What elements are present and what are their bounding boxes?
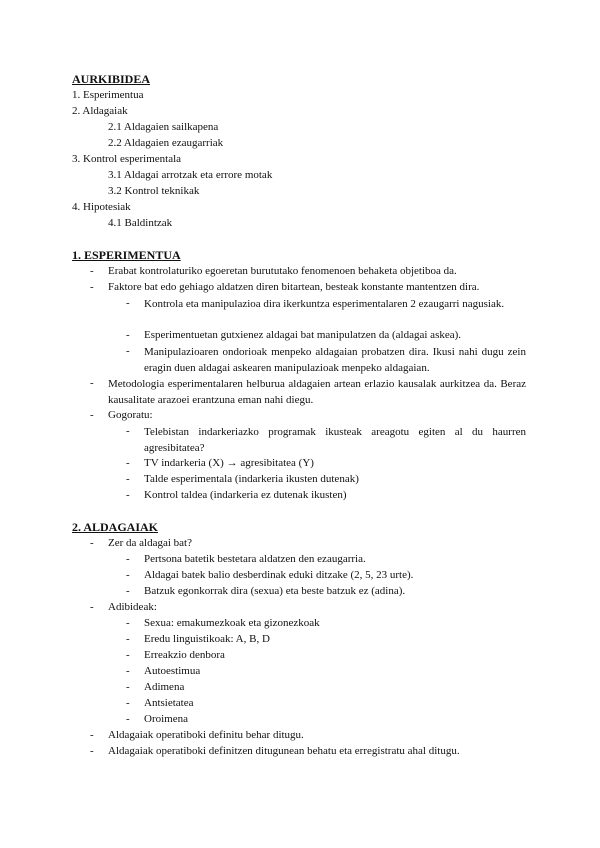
bullet-text: Telebistan indarkeriazko programak ikusteak areagotu egiten al du haurren agresibitatea?	[144, 426, 526, 454]
bullet-dash: -	[126, 713, 130, 725]
bullet-text: Zer da aldagai bat?	[108, 537, 192, 549]
example-item: Autoestimua	[144, 665, 201, 677]
bullet-dash: -	[126, 553, 130, 565]
example-item: Sexua: emakumezkoak eta gizonezkoak	[144, 617, 320, 629]
toc-item: 4. Hipotesiak	[72, 201, 131, 213]
section-title: 1. ESPERIMENTUA	[72, 248, 181, 262]
bullet-text: Aldagaiak operatiboki definitzen ditugunean behatu eta erregistratu ahal ditugu.	[108, 745, 460, 757]
bullet-dash: -	[126, 473, 130, 485]
toc-item: 2. Aldagaiak	[72, 105, 128, 117]
bullet-dash: -	[126, 457, 130, 469]
bullet-text: TV indarkeria (X) → agresibitatea (Y)	[144, 457, 314, 469]
bullet-text: Pertsona batetik bestetara aldatzen den ezaugarria.	[144, 553, 366, 565]
section-title: 2. ALDAGAIAK	[72, 520, 159, 534]
example-item: Erreakzio denbora	[144, 649, 225, 661]
bullet-dash: -	[126, 697, 130, 709]
bullet-text: Erabat kontrolaturiko egoeretan burututako fenomenoen behaketa objetiboa da.	[108, 265, 457, 277]
toc-item: 3.1 Aldagai arrotzak eta errore motak	[108, 169, 273, 181]
toc-item: 2.1 Aldagaien sailkapena	[108, 121, 219, 133]
bullet-text: Kontrola eta manipulazioa dira ikerkuntza esperimentalaren 2 ezaugarri nagusiak.	[144, 298, 505, 310]
example-item: Antsietatea	[144, 697, 194, 709]
bullet-dash: -	[126, 633, 130, 645]
bullet-dash: -	[90, 537, 94, 549]
bullet-text: Metodologia esperimentalaren helburua aldagaien artean erlazio kausalak aurkitzea da. Beraz kausalitate arazoei erantzuna eman nahi diegu.	[108, 378, 526, 406]
bullet-dash: -	[126, 489, 130, 501]
example-item: Adimena	[144, 681, 185, 693]
bullet-text: Talde esperimentala (indarkeria ikusten dutenak)	[144, 473, 359, 485]
toc-title: AURKIBIDEA	[72, 72, 151, 86]
bullet-text: Gogoratu:	[108, 409, 153, 421]
bullet-text: Faktore bat edo gehiago aldatzen diren bitartean, besteak konstante mantentzen dira.	[108, 281, 480, 293]
bullet-dash: -	[90, 265, 94, 277]
bullet-text: Adibideak:	[108, 601, 157, 613]
example-item: Eredu linguistikoak: A, B, D	[144, 633, 270, 645]
bullet-text: Kontrol taldea (indarkeria ez dutenak ikusten)	[144, 489, 347, 501]
bullet-text: Manipulazioaren ondorioak menpeko aldagaian probatzen dira. Ikusi nahi dugu zein eragin duen aldagai askearen manipulazioak menpeko aldagaian.	[144, 346, 526, 374]
toc-item: 3. Kontrol esperimentala	[72, 153, 182, 165]
bullet-text: Aldagai batek balio desberdinak eduki ditzake (2, 5, 23 urte).	[144, 569, 414, 581]
bullet-dash: -	[90, 377, 94, 389]
bullet-dash: -	[126, 345, 130, 357]
bullet-text: Batzuk egonkorrak dira (sexua) eta beste batzuk ez (adina).	[144, 585, 406, 597]
bullet-dash: -	[126, 649, 130, 661]
bullet-dash: -	[126, 425, 130, 437]
bullet-text: Aldagaiak operatiboki definitu behar ditugu.	[108, 729, 304, 741]
toc-item: 4.1 Baldintzak	[108, 217, 173, 229]
bullet-dash: -	[126, 569, 130, 581]
bullet-dash: -	[126, 585, 130, 597]
toc-item: 2.2 Aldagaien ezaugarriak	[108, 137, 224, 149]
bullet-dash: -	[90, 601, 94, 613]
bullet-dash: -	[90, 281, 94, 293]
toc-item: 1. Esperimentua	[72, 89, 144, 101]
bullet-dash: -	[126, 681, 130, 693]
bullet-dash: -	[90, 745, 94, 757]
toc-item: 3.2 Kontrol teknikak	[108, 185, 200, 197]
example-item: Oroimena	[144, 713, 188, 725]
bullet-text: Esperimentuetan gutxienez aldagai bat manipulatzen da (aldagai askea).	[144, 329, 462, 341]
bullet-dash: -	[126, 665, 130, 677]
bullet-dash: -	[90, 729, 94, 741]
bullet-dash: -	[126, 329, 130, 341]
bullet-dash: -	[126, 617, 130, 629]
bullet-dash: -	[126, 297, 130, 309]
bullet-dash: -	[90, 409, 94, 421]
